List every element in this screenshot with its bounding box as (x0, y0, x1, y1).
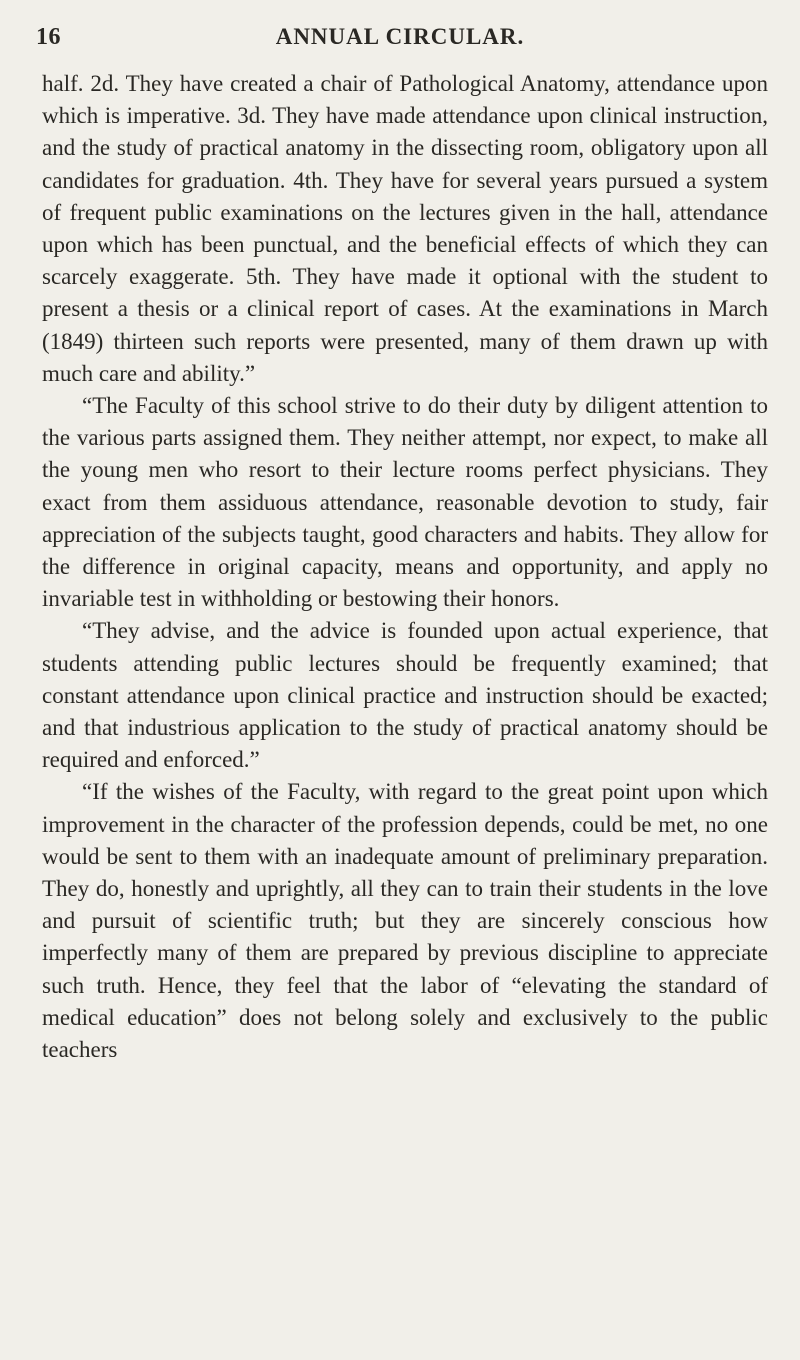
paragraph-continued: half. 2d. They have created a chair of Pathological Anatomy, attendance upon which is imperative. 3d. They have made attendance upon clinical instruction, and the study of practical anatomy in the dissecting room, obligatory upon all candidates for graduation. 4th. They have for several years pursued a system of frequent public examinations on the lectures given in the hall, attendance upon which has been punctual, and the beneficial effects of which they can scarcely exaggerate. 5th. They have made it optional with the student to present a thesis or a clinical report of cases. At the examinations in March (1849) thirteen such reports were presented, many of them drawn up with much care and ability.” (42, 71, 768, 386)
running-title: ANNUAL CIRCULAR. (275, 24, 525, 49)
running-head (36, 24, 764, 58)
paragraph-faculty-wishes: “If the wishes of the Faculty, with regard to the great point upon which improvement in the character of the profession depends, could be met, no one would be sent to them with an inadequate amount of preliminary preparation. They do, honestly and uprightly, all they can to train their students in the love and pursuit of scientific truth; but they are sincerely conscious how imperfectly many of them are prepared by previous discipline to appreciate such truth. Hence, they feel that the labor of “elevating the standard of medical education” does not belong solely and exclusively to the public teachers (42, 779, 768, 1063)
body-text (42, 68, 768, 1066)
paragraph-faculty-advice: “They advise, and the advice is founded upon actual experience, that students attending public lectures should be frequently examined; that constant attendance upon clinical practice and instruction should be exacted; and that industrious application to the study of practical anatomy should be required and enforced.” (42, 618, 768, 773)
paragraph-faculty-duty: “The Faculty of this school strive to do their duty by diligent attention to the various parts assigned them. They neither attempt, nor expect, to make all the young men who resort to their lecture rooms perfect physicians. They exact from them assiduous attendance, reasonable devotion to study, fair appreciation of the subjects taught, good characters and habits. They allow for the difference in original capacity, means and opportunity, and apply no invariable test in withholding or bestowing their honors. (42, 393, 768, 612)
page-number: 16 (36, 24, 61, 50)
